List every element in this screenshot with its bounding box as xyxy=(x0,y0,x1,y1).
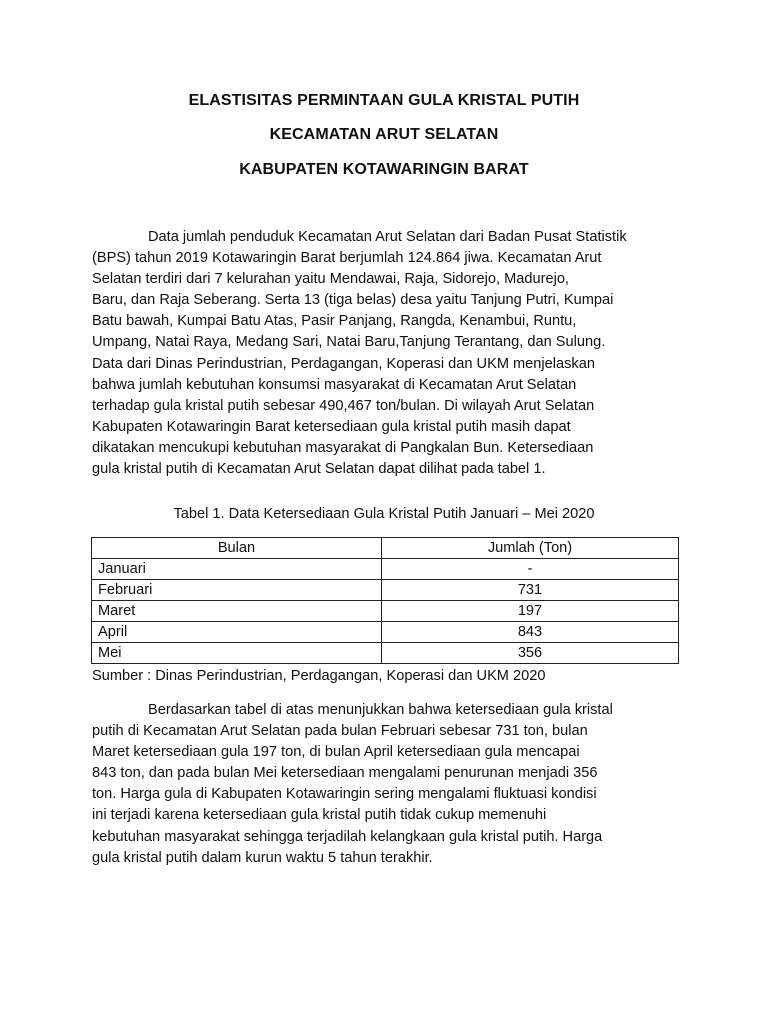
paragraph-line: dikatakan mencukupi kebutuhan masyarakat di Pangkalan Bun. Ketersediaan xyxy=(92,439,594,456)
paragraph-line: Maret ketersediaan gula 197 ton, di bulan April ketersediaan gula mencapai xyxy=(92,744,580,761)
document-title: ELASTISITAS PERMINTAAN GULA KRISTAL PUTIH xyxy=(188,92,580,109)
supply-table xyxy=(91,537,679,664)
paragraph-line: Baru, dan Raja Seberang. Serta 13 (tiga belas) desa yaitu Tanjung Putri, Kumpai xyxy=(92,292,614,309)
paragraph-line: bahwa jumlah kebutuhan konsumsi masyarakat di Kecamatan Arut Selatan xyxy=(92,376,577,393)
paragraph-line: Kabupaten Kotawaringin Barat ketersediaan gula kristal putih masih dapat xyxy=(92,418,571,435)
cell-amount: 731 xyxy=(382,580,679,601)
cell-month: Februari xyxy=(92,580,382,601)
paragraph-line: Data jumlah penduduk Kecamatan Arut Selatan dari Badan Pusat Statistik xyxy=(148,229,627,245)
table-source-note: Sumber : Dinas Perindustrian, Perdagangan, Koperasi dan UKM 2020 xyxy=(92,668,546,684)
cell-amount: 197 xyxy=(382,601,679,622)
table-row xyxy=(92,643,679,664)
table-row xyxy=(92,580,679,601)
cell-amount: 356 xyxy=(382,643,679,664)
cell-month: Maret xyxy=(92,601,382,622)
paragraph-line: Data dari Dinas Perindustrian, Perdagangan, Koperasi dan UKM menjelaskan xyxy=(92,355,595,372)
paragraph-line: Berdasarkan tabel di atas menunjukkan bahwa ketersediaan gula kristal xyxy=(148,702,613,718)
column-header-month: Bulan xyxy=(92,538,382,559)
table-header-row xyxy=(92,538,679,559)
paragraph-line: (BPS) tahun 2019 Kotawaringin Barat berjumlah 124.864 jiwa. Kecamatan Arut xyxy=(92,250,602,267)
document-subtitle-district: KECAMATAN ARUT SELATAN xyxy=(269,126,499,143)
paragraph-analysis xyxy=(92,700,682,869)
paragraph-line: Umpang, Natai Raya, Medang Sari, Natai Baru,Tanjung Terantang, dan Sulung. xyxy=(92,334,606,351)
paragraph-line: terhadap gula kristal putih sebesar 490,467 ton/bulan. Di wilayah Arut Selatan xyxy=(92,397,595,414)
document-subtitle-regency: KABUPATEN KOTAWARINGIN BARAT xyxy=(239,161,529,178)
cell-amount: 843 xyxy=(382,622,679,643)
paragraph-line: 843 ton, dan pada bulan Mei ketersediaan mengalami penurunan menjadi 356 xyxy=(92,765,598,782)
paragraph-line: Batu bawah, Kumpai Batu Atas, Pasir Panjang, Rangda, Kenambui, Runtu, xyxy=(92,313,577,330)
paragraph-intro xyxy=(92,227,682,480)
cell-amount: - xyxy=(382,559,679,580)
table-caption: Tabel 1. Data Ketersediaan Gula Kristal Putih Januari – Mei 2020 xyxy=(173,506,595,522)
cell-month: April xyxy=(92,622,382,643)
cell-month: Mei xyxy=(92,643,382,664)
column-header-amount: Jumlah (Ton) xyxy=(382,538,679,559)
table-row xyxy=(92,601,679,622)
paragraph-line: kebutuhan masyarakat sehingga terjadilah kelangkaan gula kristal putih. Harga xyxy=(92,828,603,845)
table-row xyxy=(92,559,679,580)
paragraph-line: ton. Harga gula di Kabupaten Kotawaringin sering mengalami fluktuasi kondisi xyxy=(92,786,597,803)
table-row xyxy=(92,622,679,643)
paragraph-line: gula kristal putih dalam kurun waktu 5 tahun terakhir. xyxy=(92,849,433,866)
paragraph-line: Selatan terdiri dari 7 kelurahan yaitu Mendawai, Raja, Sidorejo, Madurejo, xyxy=(92,271,569,288)
paragraph-line: gula kristal putih di Kecamatan Arut Selatan dapat dilihat pada tabel 1. xyxy=(92,461,546,478)
cell-month: Januari xyxy=(92,559,382,580)
paragraph-line: ini terjadi karena ketersediaan gula kristal putih tidak cukup memenuhi xyxy=(92,807,547,824)
paragraph-line: putih di Kecamatan Arut Selatan pada bulan Februari sebesar 731 ton, bulan xyxy=(92,723,588,740)
